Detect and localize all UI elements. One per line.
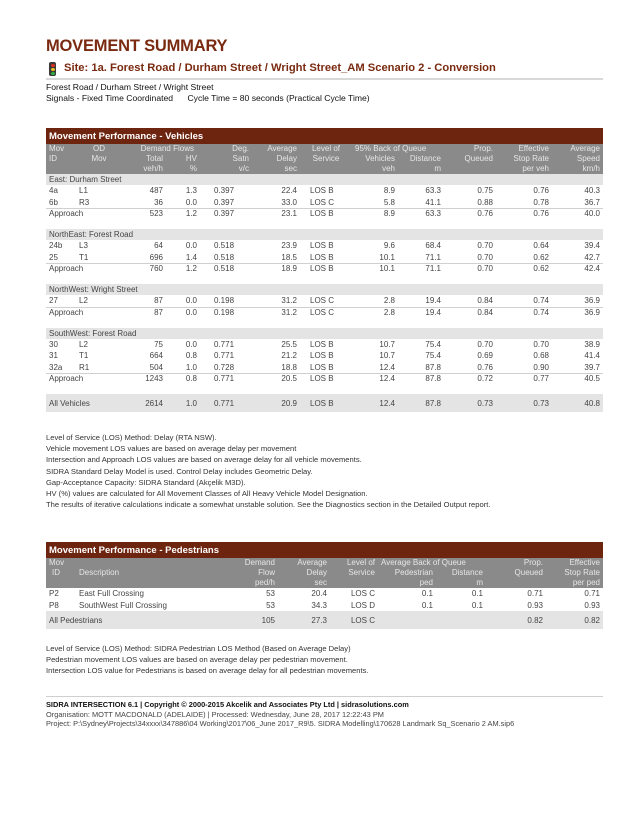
site-title: Site: 1a. Forest Road / Durham Street / Wright Street_AM Scenario 2 - Conversion	[64, 62, 496, 74]
table-cell: 19.4	[425, 296, 441, 306]
table-cell: 0.397	[214, 186, 235, 196]
table-cell: L1	[79, 186, 88, 196]
table-cell: 2.8	[383, 296, 395, 306]
total-cell: 0.82	[546, 611, 603, 629]
note-line: Pedestrian movement LOS values are based on average delay per pedestrian movement.	[46, 655, 348, 665]
table-cell: 39.4	[584, 241, 600, 251]
total-cell: 40.8	[552, 394, 603, 412]
table-cell: 9.6	[383, 241, 395, 251]
approach-cell: 87	[122, 307, 166, 322]
table-cell: 0.728	[214, 362, 235, 372]
approach-group-header	[46, 174, 603, 185]
table-cell: 0.62	[533, 252, 549, 262]
approach-cell: 12.4	[352, 374, 398, 389]
ped-header-flow-unit: ped/h	[216, 578, 278, 588]
approach-cell: 63.3	[398, 209, 444, 224]
header-vehicles-unit: veh	[352, 164, 398, 174]
approach-name: NorthEast: Forest Road	[46, 229, 603, 240]
approach-row	[46, 264, 603, 279]
table-cell: T1	[79, 252, 89, 262]
header-los: Level of	[300, 144, 352, 154]
approach-cell: 23.1	[252, 209, 300, 224]
approach-cell: Approach	[46, 374, 122, 389]
table-cell: LOS B	[310, 252, 334, 262]
vehicles-table	[46, 128, 603, 412]
header-satn: Satn	[200, 154, 252, 164]
table-cell: 34.3	[311, 600, 327, 610]
approach-cell: 0.76	[444, 209, 496, 224]
table-cell: 53	[266, 589, 275, 599]
table-cell: 10.7	[379, 339, 395, 349]
table-cell: 0.74	[533, 296, 549, 306]
approach-cell: 40.5	[552, 374, 603, 389]
approach-cell: 0.76	[496, 209, 552, 224]
header-stop-rate-unit: per veh	[496, 164, 552, 174]
ped-header-description: Description	[76, 568, 216, 578]
approach-cell: 2.8	[352, 307, 398, 322]
vehicles-header-row-3	[46, 164, 603, 174]
approach-cell: LOS B	[300, 209, 352, 224]
header-service: Service	[300, 154, 352, 164]
approach-group-header	[46, 229, 603, 240]
footer-project: Project: P:\Sydney\Projects\34xxxx\347886\04 Working\2017\06_June 2017_R9\5. SIDRA Modelling\170628 Landmark Sq_Scenario 2 AM.sip6	[46, 719, 515, 729]
approach-row	[46, 209, 603, 224]
approach-cell: 87.8	[398, 374, 444, 389]
table-row	[46, 185, 603, 197]
table-cell: 41.1	[425, 197, 441, 207]
total-cell: 0.82	[486, 611, 546, 629]
ped-header-avg-delay: Average	[278, 558, 330, 568]
header-avg-delay: Average	[252, 144, 300, 154]
vehicles-header-row-1	[46, 144, 603, 154]
total-cell: 87.8	[398, 394, 444, 412]
header-back-of-queue: 95% Back of Queue	[352, 144, 444, 154]
approach-name: NorthWest: Wright Street	[46, 284, 603, 295]
table-cell: 0.0	[185, 241, 197, 251]
signals-type: Signals - Fixed Time Coordinated	[46, 93, 174, 103]
table-cell: 40.3	[584, 186, 600, 196]
signal-info	[46, 93, 370, 103]
approach-cell: 0.0	[166, 307, 200, 322]
table-cell: LOS B	[310, 241, 334, 251]
header-vehicles: Vehicles	[352, 154, 398, 164]
table-cell: 487	[149, 186, 163, 196]
total-cell: 27.3	[278, 611, 330, 629]
approach-cell: 0.518	[200, 264, 252, 279]
table-cell: 0.70	[477, 241, 493, 251]
traffic-light-icon	[49, 62, 56, 76]
header-demand-flows: Demand Flows	[122, 144, 200, 154]
table-cell: 0.76	[477, 362, 493, 372]
table-cell: 63.3	[425, 186, 441, 196]
table-cell: 0.1	[471, 589, 483, 599]
table-cell: 71.1	[425, 252, 441, 262]
table-cell: LOS B	[310, 339, 334, 349]
approach-cell: 71.1	[398, 264, 444, 279]
table-cell: 0.68	[533, 351, 549, 361]
table-cell: T1	[79, 351, 89, 361]
table-cell: 0.93	[584, 600, 600, 610]
header-mov-id-2: ID	[46, 154, 76, 164]
table-cell: 0.1	[471, 600, 483, 610]
approach-cell: 18.9	[252, 264, 300, 279]
table-cell: 30	[49, 339, 58, 349]
note-line: Intersection LOS value for Pedestrians is based on average delay for all pedestrian movements.	[46, 666, 369, 676]
approach-cell: Approach	[46, 307, 122, 322]
approach-name: East: Durham Street	[46, 174, 603, 185]
table-cell: 12.4	[379, 362, 395, 372]
table-cell: 31	[49, 351, 58, 361]
approach-cell: 10.1	[352, 264, 398, 279]
table-cell: 0.84	[477, 296, 493, 306]
approach-cell: LOS B	[300, 264, 352, 279]
table-cell: P2	[49, 589, 59, 599]
table-row	[46, 295, 603, 307]
approach-cell: 36.9	[552, 307, 603, 322]
table-cell: 21.2	[281, 351, 297, 361]
pedestrians-header-row-1	[46, 558, 603, 568]
table-cell: 5.8	[383, 197, 395, 207]
total-cell: All Pedestrians	[46, 611, 216, 629]
table-cell: 33.0	[281, 197, 297, 207]
table-cell: 32a	[49, 362, 63, 372]
cycle-time: Cycle Time = 80 seconds (Practical Cycle Time)	[187, 93, 370, 103]
total-cell: 0.771	[200, 394, 252, 412]
ped-header-pedestrian-unit: ped	[378, 578, 436, 588]
pedestrians-table-title: Movement Performance - Pedestrians	[46, 542, 603, 558]
table-cell: 664	[149, 351, 163, 361]
total-cell: All Vehicles	[46, 394, 122, 412]
table-cell: 0.8	[185, 351, 197, 361]
header-stop-rate: Effective	[496, 144, 552, 154]
ped-header-stop-rate-2: Stop Rate	[546, 568, 603, 578]
table-cell: 0.70	[477, 339, 493, 349]
header-od-mov: OD	[76, 144, 122, 154]
table-cell: 0.76	[533, 186, 549, 196]
pedestrian-row	[46, 600, 603, 612]
table-cell: L3	[79, 241, 88, 251]
ped-header-distance-unit: m	[436, 578, 486, 588]
header-stop-rate-2: Stop Rate	[496, 154, 552, 164]
table-cell: 20.4	[311, 589, 327, 599]
table-cell: 10.1	[379, 252, 395, 262]
table-cell: LOS D	[350, 600, 375, 610]
table-cell: 0.88	[477, 197, 493, 207]
table-cell: 10.7	[379, 351, 395, 361]
table-cell: LOS C	[350, 589, 375, 599]
ped-header-delay: Delay	[278, 568, 330, 578]
approach-cell: 0.198	[200, 307, 252, 322]
ped-header-distance: Distance	[436, 568, 486, 578]
table-cell: 87.8	[425, 362, 441, 372]
note-line: SIDRA Standard Delay Model is used. Control Delay includes Geometric Delay.	[46, 466, 313, 476]
table-cell: 0.518	[214, 241, 235, 251]
footer-divider	[46, 696, 603, 697]
table-cell: LOS B	[310, 186, 334, 196]
total-cell: 2614	[122, 394, 166, 412]
table-cell: 504	[149, 362, 163, 372]
note-line: Gap-Acceptance Capacity: SIDRA Standard (Akçelik M3D).	[46, 477, 246, 487]
ped-header-mov-id: Mov	[46, 558, 76, 568]
table-cell: 64	[154, 241, 163, 251]
table-row	[46, 240, 603, 252]
pedestrians-notes	[46, 643, 369, 677]
table-cell: 18.8	[281, 362, 297, 372]
table-cell: 23.9	[281, 241, 297, 251]
table-cell: 39.7	[584, 362, 600, 372]
table-cell: 25	[49, 252, 58, 262]
header-hv: HV	[166, 154, 200, 164]
approach-cell: 0.8	[166, 374, 200, 389]
approach-cell: 0.397	[200, 209, 252, 224]
table-cell: 8.9	[383, 186, 395, 196]
pedestrians-table	[46, 542, 603, 629]
table-cell: 696	[149, 252, 163, 262]
total-cell: 0.73	[444, 394, 496, 412]
table-cell: 0.64	[533, 241, 549, 251]
table-cell: 0.0	[185, 197, 197, 207]
approach-cell: Approach	[46, 209, 122, 224]
ped-header-id: ID	[46, 568, 76, 578]
header-prop-queued: Prop.	[444, 144, 496, 154]
header-hv-unit: %	[166, 164, 200, 174]
table-cell: 24b	[49, 241, 63, 251]
table-cell: 1.0	[185, 362, 197, 372]
table-row	[46, 252, 603, 264]
table-cell: 0.70	[533, 339, 549, 349]
header-mov-id: Mov	[46, 144, 76, 154]
table-cell: L2	[79, 339, 88, 349]
table-cell: 0.1	[421, 589, 433, 599]
table-cell: LOS B	[310, 351, 334, 361]
header-avg-speed: Average	[552, 144, 603, 154]
table-row	[46, 197, 603, 209]
header-distance-unit: m	[398, 164, 444, 174]
approach-group-header	[46, 284, 603, 295]
header-deg-satn: Deg.	[200, 144, 252, 154]
pedestrians-header-row-3	[46, 578, 603, 588]
approach-cell: 42.4	[552, 264, 603, 279]
ped-header-los: Level of	[330, 558, 378, 568]
table-cell: 1.4	[185, 252, 197, 262]
table-cell: 0.397	[214, 197, 235, 207]
table-cell: 0.0	[185, 296, 197, 306]
header-distance: Distance	[398, 154, 444, 164]
table-cell: 0.75	[477, 186, 493, 196]
table-cell: 0.78	[533, 197, 549, 207]
header-delay-unit: sec	[252, 164, 300, 174]
page-title: MOVEMENT SUMMARY	[46, 37, 228, 55]
ped-header-delay-unit: sec	[278, 578, 330, 588]
header-total-unit: veh/h	[122, 164, 166, 174]
table-cell: 0.518	[214, 252, 235, 262]
note-line: The results of iterative calculations indicate a somewhat unstable solution. See the Diagnostics section in the Detailed Output report.	[46, 500, 491, 510]
table-cell: 68.4	[425, 241, 441, 251]
table-cell: SouthWest Full Crossing	[79, 600, 167, 610]
total-cell: 1.0	[166, 394, 200, 412]
table-cell: 0.1	[421, 600, 433, 610]
approach-cell: 20.5	[252, 374, 300, 389]
ped-header-prop-queued: Prop.	[486, 558, 546, 568]
ped-header-demand: Demand	[216, 558, 278, 568]
table-cell: 27	[49, 296, 58, 306]
ped-header-flow: Flow	[216, 568, 278, 578]
total-cell	[436, 611, 486, 629]
table-cell: L2	[79, 296, 88, 306]
total-cell: 12.4	[352, 394, 398, 412]
approach-cell: 19.4	[398, 307, 444, 322]
pedestrians-header-row-2	[46, 568, 603, 578]
header-speed-unit: km/h	[552, 164, 603, 174]
table-cell: 1.3	[185, 186, 197, 196]
table-cell: 53	[266, 600, 275, 610]
note-line: HV (%) values are calculated for All Movement Classes of All Heavy Vehicle Model Designation.	[46, 489, 368, 499]
pedestrian-row	[46, 588, 603, 600]
total-cell: 0.73	[496, 394, 552, 412]
table-cell: 0.198	[214, 296, 235, 306]
approach-group-header	[46, 328, 603, 339]
table-cell: 36.7	[584, 197, 600, 207]
ped-header-stop-rate: Effective	[546, 558, 603, 568]
approach-cell: 760	[122, 264, 166, 279]
approach-cell: 8.9	[352, 209, 398, 224]
header-speed: Speed	[552, 154, 603, 164]
total-cell: LOS C	[330, 611, 378, 629]
header-satn-unit: v/c	[200, 164, 252, 174]
approach-cell: 0.70	[444, 264, 496, 279]
note-line: Level of Service (LOS) Method: Delay (RTA NSW).	[46, 433, 217, 442]
approach-cell: 0.84	[444, 307, 496, 322]
vehicles-notes	[46, 432, 490, 510]
footer-organisation: Organisation: MOTT MACDONALD (ADELAIDE) | Processed: Wednesday, June 28, 2017 12:22:43 PM	[46, 709, 384, 719]
ped-header-pedestrian: Pedestrian	[378, 568, 436, 578]
ped-header-queued: Queued	[486, 568, 546, 578]
table-cell: 87	[154, 296, 163, 306]
ped-header-stop-rate-unit: per ped	[546, 578, 603, 588]
table-cell: 31.2	[281, 296, 297, 306]
table-cell: 0.771	[214, 351, 235, 361]
table-cell: R3	[79, 197, 90, 207]
approach-cell: 40.0	[552, 209, 603, 224]
table-cell: 41.4	[584, 351, 600, 361]
table-row	[46, 350, 603, 362]
table-cell: 0.93	[527, 600, 543, 610]
table-cell: 42.7	[584, 252, 600, 262]
total-cell: LOS B	[300, 394, 352, 412]
ped-header-back-of-queue: Average Back of Queue	[378, 558, 486, 568]
footer	[46, 700, 514, 729]
all-vehicles-row	[46, 394, 603, 412]
table-cell: 6b	[49, 197, 58, 207]
vehicles-table-title: Movement Performance - Vehicles	[46, 128, 603, 144]
table-cell: 75.4	[425, 351, 441, 361]
approach-cell: LOS C	[300, 307, 352, 322]
note-line: Intersection and Approach LOS values are based on average delay for all vehicle movements.	[46, 455, 362, 465]
header-queued: Queued	[444, 154, 496, 164]
approach-cell: Approach	[46, 264, 122, 279]
table-cell: 0.69	[477, 351, 493, 361]
table-row	[46, 362, 603, 374]
table-cell: LOS C	[310, 296, 335, 306]
approach-cell: 0.62	[496, 264, 552, 279]
approach-cell: 0.72	[444, 374, 496, 389]
approach-cell: LOS B	[300, 374, 352, 389]
header-delay: Delay	[252, 154, 300, 164]
table-cell: 18.5	[281, 252, 297, 262]
table-cell: LOS C	[310, 197, 335, 207]
table-cell: 0.71	[584, 589, 600, 599]
approach-cell: 1.2	[166, 209, 200, 224]
approach-cell: 0.74	[496, 307, 552, 322]
total-cell	[378, 611, 436, 629]
table-cell: 25.5	[281, 339, 297, 349]
approach-cell: 1243	[122, 374, 166, 389]
table-cell: 0.771	[214, 339, 235, 349]
ped-header-service: Service	[330, 568, 378, 578]
note-line: Vehicle movement LOS values are based on average delay per movement	[46, 444, 297, 454]
table-cell: 0.71	[527, 589, 543, 599]
table-cell: 0.0	[185, 339, 197, 349]
total-cell: 105	[216, 611, 278, 629]
table-cell: 75.4	[425, 339, 441, 349]
table-cell: 4a	[49, 186, 58, 196]
approach-cell: 523	[122, 209, 166, 224]
table-cell: R1	[79, 362, 90, 372]
all-pedestrians-row	[46, 611, 603, 629]
approach-cell: 1.2	[166, 264, 200, 279]
approach-cell: 0.77	[496, 374, 552, 389]
table-cell: 36.9	[584, 296, 600, 306]
note-line: Level of Service (LOS) Method: SIDRA Pedestrian LOS Method (Based on Average Delay)	[46, 644, 351, 653]
intersection-name: Forest Road / Durham Street / Wright Street	[46, 82, 214, 92]
footer-copyright: SIDRA INTERSECTION 6.1 | Copyright © 2000-2015 Akcelik and Associates Pty Ltd | sidrasolutions.com	[46, 700, 409, 709]
total-cell: 20.9	[252, 394, 300, 412]
table-cell: 0.90	[533, 362, 549, 372]
table-row	[46, 339, 603, 351]
header-total: Total	[122, 154, 166, 164]
site-header	[46, 62, 603, 80]
table-cell: P8	[49, 600, 59, 610]
table-cell: East Full Crossing	[79, 589, 144, 599]
approach-row	[46, 307, 603, 322]
table-cell: 0.70	[477, 252, 493, 262]
approach-name: SouthWest: Forest Road	[46, 328, 603, 339]
table-cell: 38.9	[584, 339, 600, 349]
approach-cell: 0.771	[200, 374, 252, 389]
approach-row	[46, 374, 603, 389]
table-cell: 75	[154, 339, 163, 349]
vehicles-header-row-2	[46, 154, 603, 164]
table-cell: 22.4	[281, 186, 297, 196]
header-od-mov-2: Mov	[76, 154, 122, 164]
approach-cell: 31.2	[252, 307, 300, 322]
table-cell: 36	[154, 197, 163, 207]
table-cell: LOS B	[310, 362, 334, 372]
